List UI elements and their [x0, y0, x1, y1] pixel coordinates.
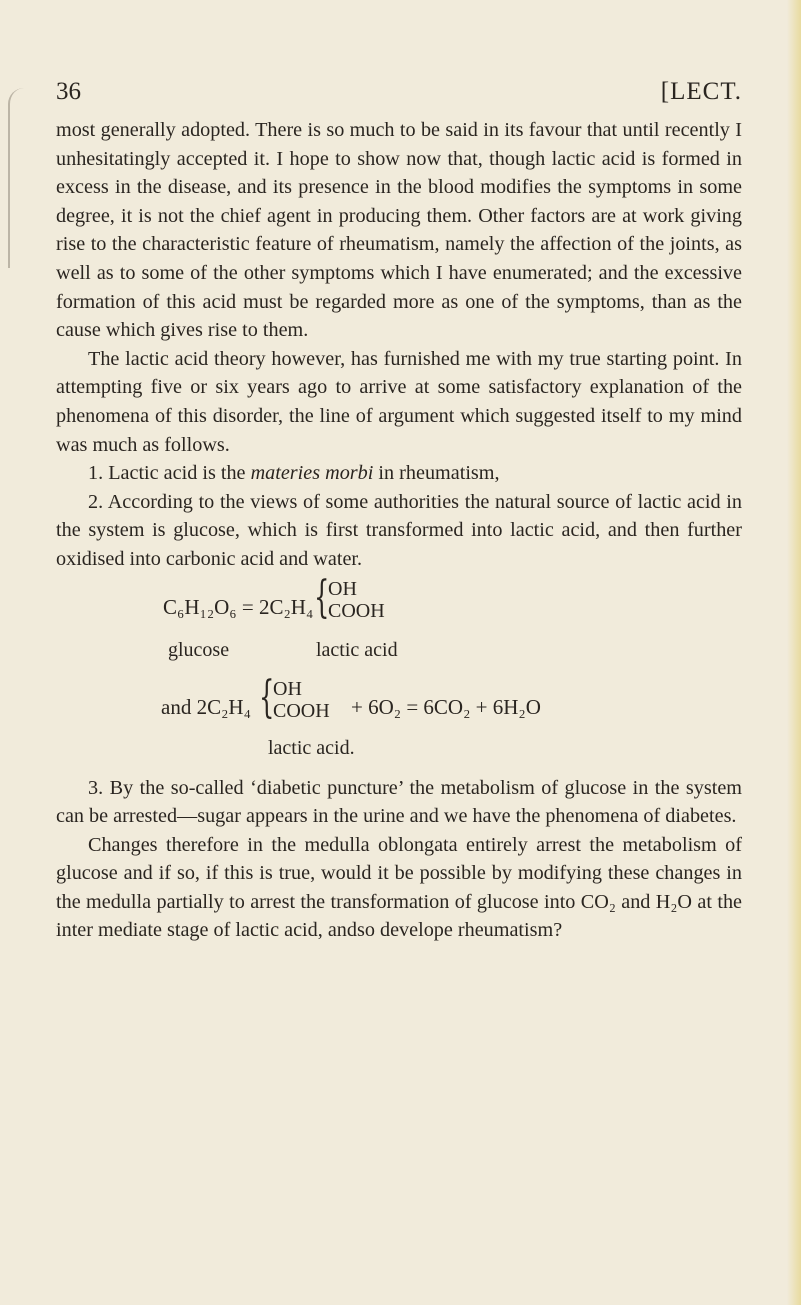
list-item-3: 3. By the so-called ‘diabetic puncture’ the metabolism of glucose in the system can be arrested—sugar appears in the urine and we have the phenomena of diabetes.	[56, 776, 742, 828]
formula2-brace: {	[259, 671, 275, 723]
formula2-suffix: + 6O₂ = 6CO₂ + 6H₂O	[351, 694, 541, 719]
glucose-label: glucose	[168, 638, 230, 661]
formula2-prefix: and 2C₂H₄	[161, 694, 251, 719]
formula1-top: OH	[328, 577, 357, 600]
formula2-bottom: COOH	[273, 699, 330, 722]
page-number: 36	[56, 78, 81, 105]
page-fold-mark	[8, 88, 24, 268]
list-item-1-italic: materies morbi	[250, 462, 374, 485]
paragraph-3: Changes therefore in the medulla oblongata entirely arrest the metabolism of glucose and if so, if this is true, would it be possible by modifying these changes in the medulla partially to arrest the transformation of glucose into CO₂ and H₂O at the inter mediate stage of lactic acid, andso develope rheumatism?	[56, 833, 742, 942]
list-item-1	[56, 459, 742, 488]
list-item-2: 2. According to the views of some authorities the natural source of lactic acid in the system is glucose, which is first transformed into lactic acid, and then further oxidised into carbonic acid and water.	[56, 490, 742, 570]
formula1-brace: {	[314, 571, 330, 623]
body-text	[56, 116, 742, 945]
formula2-top: OH	[273, 677, 302, 700]
lactic-acid-label: lactic acid	[316, 638, 398, 661]
formula1-bottom: COOH	[328, 599, 385, 622]
running-head: [LECT.	[660, 78, 742, 105]
page-edge-shadow	[787, 0, 801, 1305]
formula2-label: lactic acid.	[268, 736, 355, 759]
list-item-1-suffix: in rheumatism,	[373, 462, 500, 485]
lactic-acid-oxidation-equation	[56, 670, 742, 766]
list-item-1-prefix: 1. Lactic acid is the	[88, 462, 251, 485]
page-header	[56, 78, 742, 108]
glucose-equation	[56, 571, 742, 670]
glucose-formula-left: C₆H₁₂O₆ = 2C₂H₄	[163, 594, 314, 619]
paragraph-1: most generally adopted. There is so much to be said in its favour that until recently I unhesitatingly accepted it. I hope to show now that, though lactic acid is formed in excess in the disease, and its presence in the blood modifies the symptoms in some degree, it is not the chief agent in producing them. Other factors are at work giving rise to the characteristic feature of rheumatism, namely the affection of the joints, as well as to some of the other symptoms which I have enumerated; and the excessive formation of this acid must be regarded more as one of the symptoms, than as the cause which gives rise to them.	[56, 119, 742, 342]
paragraph-2: The lactic acid theory however, has furnished me with my true starting point. In attempting five or six years ago to arrive at some satisfactory explanation of the phenomena of this disorder, the line of argument which suggested itself to my mind was much as follows.	[56, 347, 742, 456]
